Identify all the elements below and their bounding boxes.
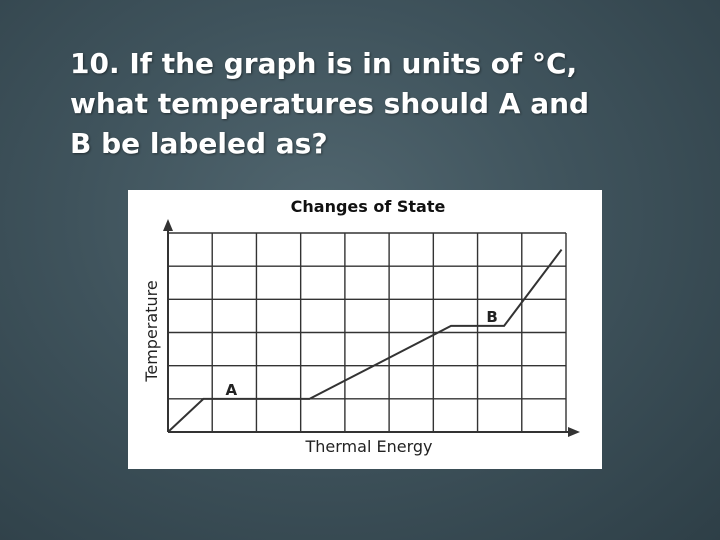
y-axis-label: Temperature bbox=[142, 280, 161, 382]
y-axis-arrow-icon bbox=[163, 219, 173, 231]
series bbox=[168, 250, 562, 432]
grid bbox=[168, 233, 566, 432]
annotations bbox=[225, 308, 497, 399]
changes-of-state-chart bbox=[128, 190, 602, 469]
axes bbox=[163, 219, 580, 437]
chart-title: Changes of State bbox=[290, 197, 446, 216]
heating-curve-line bbox=[168, 250, 562, 432]
point-label-a: A bbox=[225, 380, 238, 399]
point-label-b: B bbox=[486, 307, 498, 326]
x-axis-label: Thermal Energy bbox=[305, 437, 433, 456]
chart-figure bbox=[128, 190, 602, 469]
question-text: 10. If the graph is in units of °C, what temperatures should A and B be labeled as? bbox=[70, 47, 590, 160]
x-axis-arrow-icon bbox=[568, 427, 580, 437]
